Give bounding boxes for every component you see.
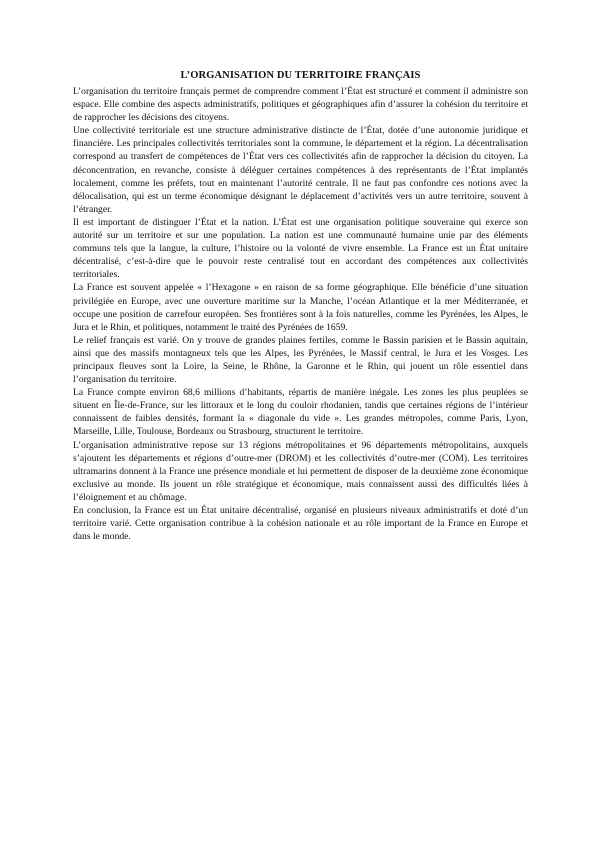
paragraph-etat-nation: Il est important de distinguer l’État et la nation. L’État est une organisation politique souveraine qui exerce son autorité sur un territoire et sur une population. La nation est une communauté humaine unie par des éléments communs tels que la langue, la culture, l’histoire ou la volonté de vivre ensemble. La France est un État unitaire décentralisé, c’est-à-dire que le pouvoir reste centralisé tout en accordant des compétences aux collectivités territoriales.: [73, 216, 528, 281]
paragraph-administration: L’organisation administrative repose sur 13 régions métropolitaines et 96 départements métropolitains, auxquels s’ajoutent les départements et régions d’outre-mer (DROM) et les collectivités d’outre-mer (COM). Les territoires ultramarins donnent à la France une présence mondiale et lui permettent de disposer de la deuxième zone économique exclusive au monde. Ils jouent un rôle stratégique et économique, mais connaissent aussi des difficultés liées à l’éloignement et au chômage.: [73, 439, 528, 503]
document-page: [73, 70, 528, 543]
paragraph-intro: L’organisation du territoire français permet de comprendre comment l’État est structuré et comment il administre son espace. Elle combine des aspects administratifs, politiques et géographiques afin d’assurer la cohésion du territoire et de rapprocher les décisions des citoyens.: [73, 86, 528, 124]
paragraph-conclusion: En conclusion, la France est un État unitaire décentralisé, organisé en plusieurs niveaux administratifs et doté d’un territoire varié. Cette organisation contribue à la cohésion nationale et au rôle important de la France en Europe et dans le monde.: [73, 505, 528, 543]
document-title: L’ORGANISATION DU TERRITOIRE FRANÇAIS: [180, 70, 421, 81]
paragraph-hexagone: La France est souvent appelée « l’Hexagone » en raison de sa forme géographique. Elle bénéficie d’une situation privilégiée en Europe, avec une ouverture maritime sur la Manche, l’océan Atlantique et la mer Méditerranée, et occupe une position de carrefour européen. Ses frontières sont à la fois naturelles, comme les Pyrénées, les Alpes, le Jura et le Rhin, et politiques, notamment le traité des Pyrénées de 1659.: [73, 282, 528, 333]
paragraph-population: La France compte environ 68,6 millions d’habitants, répartis de manière inégale. Les zones les plus peuplées se situent en Île-de-France, sur les littoraux et le long du couloir rhodanien, tandis que certaines régions de l’intérieur connaissent de faibles densités, formant la « diagonale du vide ». Les grandes métropoles, comme Paris, Lyon, Marseille, Lille, Toulouse, Bordeaux ou Strasbourg, structurent le territoire.: [73, 387, 528, 438]
paragraph-relief: Le relief français est varié. On y trouve de grandes plaines fertiles, comme le Bassin parisien et le Bassin aquitain, ainsi que des massifs montagneux tels que les Alpes, les Pyrénées, le Massif central, le Jura et les Vosges. Les principaux fleuves sont la Loire, la Seine, le Rhône, la Garonne et le Rhin, qui jouent un rôle essentiel dans l’organisation du territoire.: [73, 334, 528, 386]
paragraph-collectivites: Une collectivité territoriale est une structure administrative distincte de l’État, dotée d’une autonomie juridique et financière. Les principales collectivités territoriales sont la commune, le département et la région. La décentralisation correspond au transfert de compétences de l’État vers ces collectivités afin de rapprocher la décision du citoyen. La déconcentration, en revanche, consiste à déléguer certaines compétences à des représentants de l’État implantés localement, comme les préfets, tout en maintenant l’autorité centrale. Il ne faut pas confondre ces notions avec la délocalisation, qui est un terme économique désignant le déplacement d’activités vers un autre territoire, souvent à l’étranger.: [73, 125, 528, 215]
